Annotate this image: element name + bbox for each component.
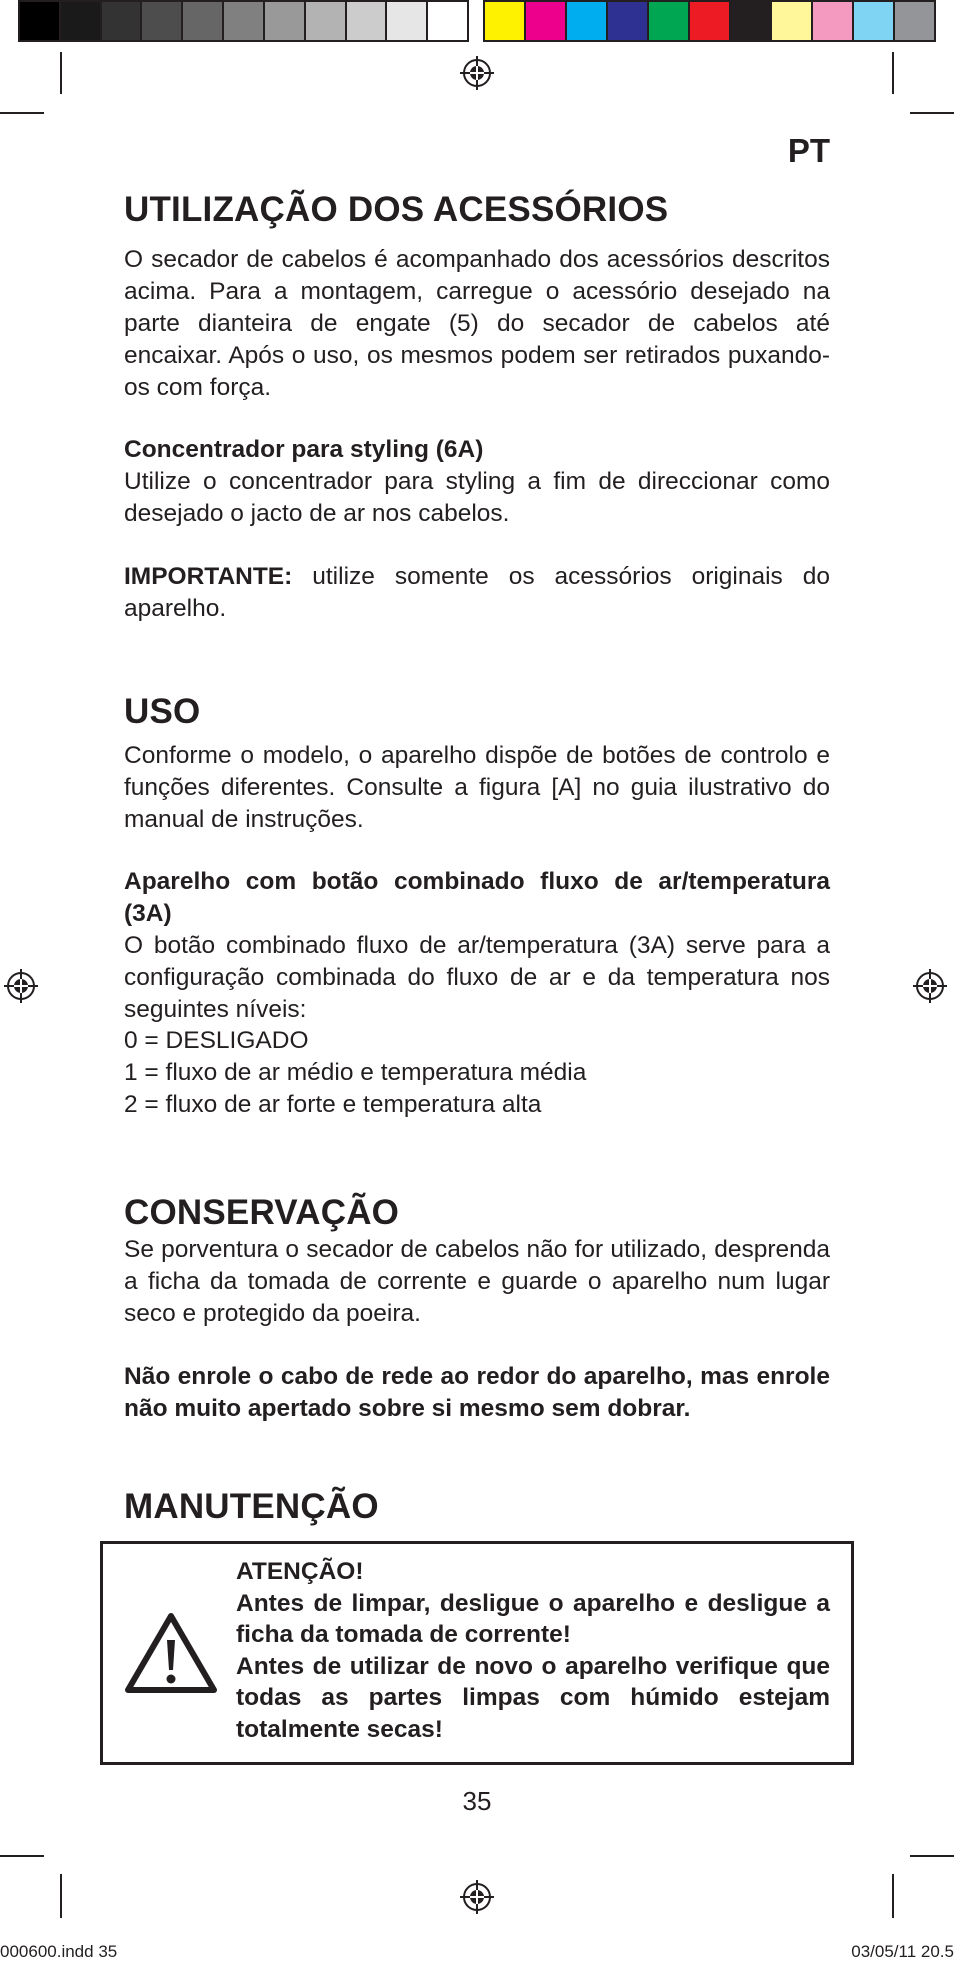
usage-intro: Conforme o modelo, o aparelho dispõe de botões de controlo e funções diferentes. Consulte a figura [A] no guia ilustrativo do manual de instruções. (124, 742, 830, 833)
gray-swatch (20, 2, 61, 40)
process-swatch (854, 2, 895, 40)
warning-title: ATENÇÃO! (236, 1558, 364, 1585)
page-number: 35 (462, 1786, 492, 1816)
process-swatch (649, 2, 690, 40)
crop-mark (910, 112, 954, 114)
gray-swatch (142, 2, 183, 40)
process-swatch (895, 2, 934, 40)
accessories-intro: O secador de cabelos é acompanhado dos acessórios descritos acima. Para a montagem, carregue o acessório desejado na parte dianteira de engate (5) do secador de cabelos até encaixar. Após o uso, os mesmos podem ser retirados puxando-os com força. (124, 246, 830, 401)
crop-mark (60, 52, 62, 94)
registration-mark-icon (460, 1880, 494, 1914)
language-code: PT (787, 132, 830, 169)
gray-swatch (347, 2, 388, 40)
gray-swatch (102, 2, 143, 40)
section-title-accessories: UTILIZAÇÃO DOS ACESSÓRIOS (124, 190, 669, 229)
registration-mark-icon (4, 969, 38, 1003)
crop-mark (892, 52, 894, 94)
gray-swatch (387, 2, 428, 40)
important-text: utilize somente os acessórios originais do aparelho. (124, 563, 830, 622)
warning-triangle-icon (123, 1610, 219, 1696)
storage-cable-warning: Não enrole o cabo de rede ao redor do aparelho, mas enrole não muito apertado sobre si mesmo sem dobrar. (124, 1363, 830, 1422)
level-item: 0 = DESLIGADO (124, 1027, 309, 1054)
registration-mark-icon (460, 56, 494, 90)
section-title-storage: CONSERVAÇÃO (124, 1193, 400, 1232)
gray-swatch (61, 2, 102, 40)
process-swatch (731, 2, 772, 40)
warning-unplug: Antes de limpar, desligue o aparelho e desligue a ficha da tomada de corrente! (236, 1589, 830, 1648)
concentrator-text: Utilize o concentrador para styling a fim de direccionar como desejado o jacto de ar nos cabelos. (124, 468, 830, 527)
gray-swatch (224, 2, 265, 40)
process-color-bar (483, 0, 936, 42)
crop-mark (0, 112, 44, 114)
process-swatch (772, 2, 813, 40)
crop-mark (892, 1874, 894, 1918)
process-swatch (813, 2, 854, 40)
process-swatch (608, 2, 649, 40)
crop-mark (60, 1874, 62, 1918)
level-item: 2 = fluxo de ar forte e temperatura alta (124, 1091, 542, 1118)
gray-swatch (265, 2, 306, 40)
section-title-maintenance: MANUTENÇÃO (124, 1487, 379, 1526)
gray-swatch (428, 2, 467, 40)
warning-dry-parts: Antes de utilizar de novo o aparelho verifique que todas as partes limpas com húmido estejam totalmente secas! (236, 1652, 830, 1743)
section-title-usage: USO (124, 692, 201, 731)
combined-button-text: O botão combinado fluxo de ar/temperatura (3A) serve para a configuração combinada do fluxo de ar e da temperatura nos seguintes níveis: (124, 932, 830, 1023)
process-swatch (567, 2, 608, 40)
important-label: IMPORTANTE: (124, 563, 293, 590)
concentrator-heading: Concentrador para styling (6A) (124, 436, 484, 463)
grayscale-color-bar (18, 0, 469, 42)
crop-mark (0, 1855, 44, 1857)
slug-filename: 000600.indd 35 (0, 1942, 118, 1961)
process-swatch (690, 2, 731, 40)
crop-mark (910, 1855, 954, 1857)
combined-button-heading: Aparelho com botão combinado fluxo de ar/temperatura (3A) (124, 868, 830, 927)
gray-swatch (306, 2, 347, 40)
storage-text: Se porventura o secador de cabelos não for utilizado, desprenda a ficha da tomada de corrente e guarde o aparelho num lugar seco e protegido da poeira. (124, 1236, 830, 1327)
important-note (124, 561, 830, 625)
level-item: 1 = fluxo de ar médio e temperatura média (124, 1059, 587, 1086)
warning-text (236, 1556, 830, 1745)
gray-swatch (183, 2, 224, 40)
registration-mark-icon (913, 969, 947, 1003)
slug-datetime: 03/05/11 20.5 (851, 1942, 954, 1961)
process-swatch (526, 2, 567, 40)
process-swatch (485, 2, 526, 40)
